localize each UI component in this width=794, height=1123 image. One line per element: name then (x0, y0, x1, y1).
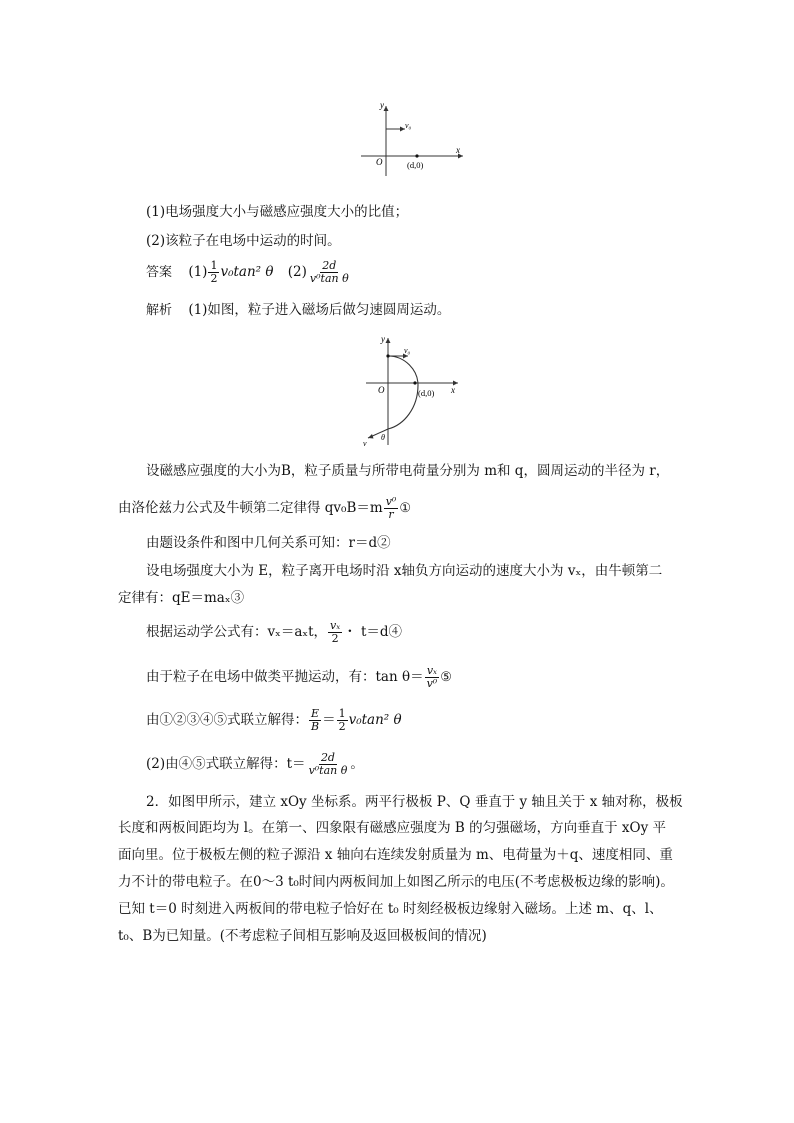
origin-label: O (378, 385, 385, 395)
analysis-text: (1)如图，粒子进入磁场后做匀速圆周运动。 (188, 302, 451, 318)
equation-fraction (307, 752, 350, 777)
y-axis-label: y (380, 100, 384, 110)
solution-line-1: 设磁感应强度的大小为B，粒子质量与所带电荷量分别为 m和 q，圆周运动的半径为 r， (146, 463, 670, 479)
question-1: (1)电场强度大小与磁感应强度大小的比值； (146, 204, 409, 220)
fraction-denominator: r (388, 508, 394, 521)
solution-line-2 (118, 496, 411, 521)
equation-fraction (384, 496, 399, 521)
solution-line-9 (146, 752, 364, 777)
fraction-denominator: 2 (338, 720, 346, 733)
fraction-denominator: v⁰ (426, 677, 438, 690)
equation-text: 根据运动学公式有：vₓ＝aₓt， (146, 624, 328, 640)
equation-text: (2)由④⑤式联立解得：t＝ (146, 756, 306, 772)
answer-part-2: (2) (287, 264, 307, 280)
equation-tail: v₀tan² θ (348, 712, 402, 728)
y-axis-label: y (381, 334, 385, 344)
origin-label: O (376, 157, 383, 167)
equation-fraction-half (337, 708, 348, 733)
fraction-denominator: v⁰tan θ (308, 764, 348, 777)
coordinate-figure-2 (360, 333, 465, 448)
y-axis-arrow (386, 338, 391, 343)
fraction-numerator: 2d (320, 751, 335, 764)
equation-fraction (328, 620, 342, 645)
equation-text: 由①②③④⑤式联立解得： (146, 712, 308, 728)
fraction-numerator: 2d (322, 259, 337, 272)
fraction-numerator: vₓ (426, 664, 437, 677)
x-axis-label: x (451, 385, 455, 395)
fraction-numerator: v⁰ (385, 495, 397, 508)
equation-tail: ・ t＝d④ (343, 624, 403, 640)
x-axis-label: x (456, 145, 460, 155)
answer-part-1-tail: v₀tan² θ (220, 264, 274, 280)
answer-fraction-1 (208, 260, 219, 285)
answer-label: 答案 (146, 265, 173, 280)
problem2-line-6: t₀、B为已知量。(不考虑粒子间相互影响及返回极板间的情况) (118, 928, 487, 944)
analysis-label: 解析 (146, 303, 173, 318)
solution-line-3: 由题设条件和图中几何关系可知：r＝d② (146, 535, 391, 551)
fraction-denominator: 2 (331, 632, 339, 645)
question-2: (2)该粒子在电场中运动的时间。 (146, 233, 341, 249)
trajectory-arc (388, 356, 418, 429)
point-label: (d,0) (407, 160, 424, 170)
equation-fraction (425, 665, 440, 690)
point-d (413, 381, 416, 384)
equation-number: ⑤ (440, 670, 452, 685)
point-d (415, 154, 418, 157)
exit-velocity-arrowhead (368, 434, 374, 439)
answer-line (146, 260, 352, 285)
problem2-line-3: 面向里。位于极板左侧的粒子源沿 x 轴向右连续发射质量为 m、电荷量为＋q、速度相同、重 (118, 847, 673, 863)
fraction-denominator: B (311, 720, 320, 733)
problem2-line-5: 已知 t＝0 时刻进入两板间的带电粒子恰好在 t₀ 时刻经极板边缘射入磁场。上述 m、q、l、 (118, 901, 663, 917)
solution-line-4: 设电场强度大小为 E，粒子离开电场时沿 x轴负方向运动的速度大小为 vₓ，由牛顿第二 (146, 563, 663, 579)
exit-velocity-label: v (363, 439, 367, 448)
fraction-numerator: 1 (210, 259, 218, 272)
fraction-denominator: 2 (210, 272, 218, 285)
equation-number: ① (399, 501, 411, 516)
velocity-label: v₀ (404, 346, 411, 355)
point-label: (d,0) (418, 388, 435, 398)
equals-sign: ＝ (322, 712, 336, 728)
equation-tail: 。 (350, 756, 364, 772)
fraction-denominator: v⁰tan θ (309, 272, 349, 285)
velocity-label: v₀ (405, 121, 412, 130)
fraction-numerator: 1 (338, 707, 346, 720)
problem2-line-4: 力不计的带电粒子。在0～3 t₀时间内两板间加上如图乙所示的电压(不考虑极板边缘的影响)。 (118, 874, 674, 890)
answer-part-1: (1) (188, 264, 208, 280)
equation-text: 由洛伦兹力公式及牛顿第二定律得 qv₀B＝m (118, 500, 383, 516)
entry-point (386, 354, 389, 357)
fraction-numerator: E (311, 707, 320, 720)
angle-label: θ (381, 433, 385, 442)
problem2-line-1: 2．如图甲所示，建立 xOy 坐标系。两平行极板 P、Q 垂直于 y 轴且关于 x 轴对称，极板 (146, 794, 683, 810)
solution-line-7 (146, 665, 452, 690)
solution-line-6 (146, 620, 402, 645)
y-axis-arrow (384, 106, 389, 111)
fraction-numerator: vₓ (330, 619, 341, 632)
equation-text: 由于粒子在电场中做类平抛运动，有：tan θ＝ (146, 669, 424, 685)
solution-line-5: 定律有：qE＝maₓ③ (118, 590, 245, 606)
coordinate-figure-1 (355, 98, 470, 178)
equation-fraction-eb (309, 708, 321, 733)
answer-fraction-2 (308, 260, 351, 285)
solution-line-8 (146, 708, 402, 733)
analysis-line (146, 301, 450, 320)
problem2-line-2: 长度和两板间距均为 l。在第一、四象限有磁感应强度为 B 的匀强磁场，方向垂直于 xOy 平 (118, 820, 667, 836)
